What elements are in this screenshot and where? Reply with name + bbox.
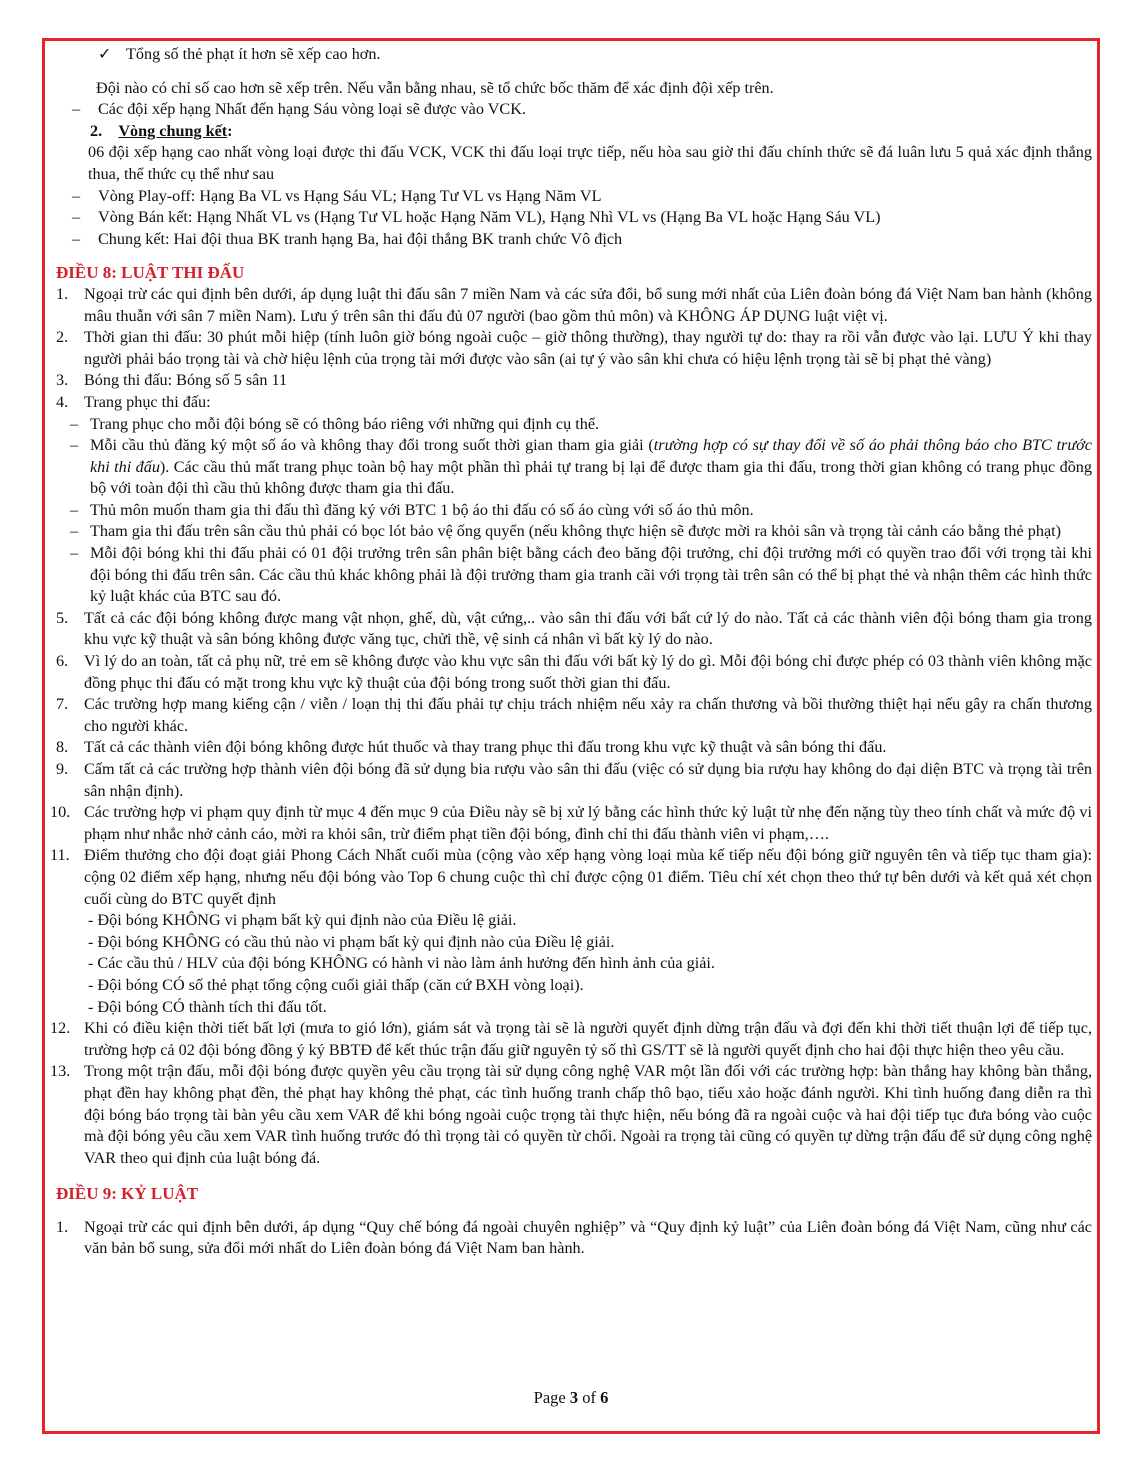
list-item: 1. Ngoại trừ các qui định bên dưới, áp dụng luật thi đấu sân 7 miền Nam và các sửa đổi, bổ sung mới nhất của Liên đoàn bóng đá Việt Nam ban hành (không mâu thuẫn với sân 7 miền Nam). Lưu ý trên sân thi đấu đủ 07 người (bao gồm thủ môn) và KHÔNG ÁP DỤNG luật việt vị.: [56, 284, 1092, 325]
document-body: [50, 44, 1092, 1260]
list-item: 1. Ngoại trừ các qui định bên dưới, áp dụng “Quy chế bóng đá ngoài chuyên nghiệp” và “Quy định kỷ luật” của Liên đoàn bóng đá Việt Nam, cũng như các văn bản bổ sung, sửa đổi mới nhất do Liên đoàn bóng đá Việt Nam ban hành.: [56, 1217, 1092, 1258]
dash-item: – Các đội xếp hạng Nhất đến hạng Sáu vòng loại sẽ được vào VCK.: [72, 100, 526, 119]
page-footer: Page 3 of 6: [533, 1388, 609, 1407]
final-round-desc: 06 đội xếp hạng cao nhất vòng loại được thi đấu VCK, VCK thi đấu loại trực tiếp, nếu hòa sau giờ thi đấu chính thức sẽ đá luân lưu 5 quả xác định thắng thua, thể thức cụ thể như sau: [88, 143, 1092, 183]
list-item: 8. Tất cả các thành viên đội bóng không được hút thuốc và thay trang phục thi đấu trong khu vực kỹ thuật và sân bóng thi đấu.: [56, 738, 887, 757]
list-item: 11. Điểm thưởng cho đội đoạt giải Phong Cách Nhất cuối mùa (cộng vào xếp hạng vòng loại mùa kế tiếp nếu đội bóng giữ nguyên tên và tiếp tục tham gia): cộng 02 điểm xếp hạng, nhưng nếu đội bóng vào Top 6 chung cuộc thì chỉ được cộng 01 điểm. Tiêu chí xét chọn theo thứ tự bên dưới và kết quả xét chọn cuối cùng do BTC quyết định: [50, 846, 1092, 908]
list-item: 10. Các trường hợp vi phạm quy định từ mục 4 đến mục 9 của Điều này sẽ bị xử lý bằng các hình thức kỷ luật từ nhẹ đến nặng tùy theo tính chất và mức độ vi phạm như nhắc nhở cảnh cáo, mời ra khỏi sân, trừ điểm phạt tiền đội bóng, đình chỉ thi đấu thành viên vi phạm,….: [50, 803, 1092, 843]
tie-note: Đội nào có chỉ số cao hơn sẽ xếp trên. Nếu vẫn bằng nhau, sẽ tổ chức bốc thăm để xác định đội xếp trên.: [96, 78, 774, 97]
list-item: 3. Bóng thi đấu: Bóng số 5 sân 11: [56, 371, 288, 390]
list-item: 7. Các trường hợp mang kiếng cận / viễn / loạn thị thi đấu phải tự chịu trách nhiệm nếu xảy ra chấn thương và bồi thường thiệt hại nếu gây ra chấn thương cho người khác.: [56, 695, 1092, 735]
sub-item: – Trang phục cho mỗi đội bóng sẽ có thông báo riêng với những qui định cụ thể.: [70, 414, 600, 433]
list-item: 6. Vì lý do an toàn, tất cả phụ nữ, trẻ em sẽ không được vào khu vực sân thi đấu với bất kỳ lý do gì. Mỗi đội bóng chỉ được phép có 03 thành viên không mặc đồng phục thi đấu có mặt trong khu vực kỹ thuật của đội bóng trong suốt thời gian thi đấu.: [56, 652, 1092, 692]
round-item: – Chung kết: Hai đội thua BK tranh hạng Ba, hai đội thắng BK tranh chức Vô địch: [72, 229, 623, 248]
criteria-item: - Đội bóng KHÔNG vi phạm bất kỳ qui định nào của Điều lệ giải.: [88, 911, 517, 930]
round-item: – Vòng Play-off: Hạng Ba VL vs Hạng Sáu VL; Hạng Tư VL vs Hạng Năm VL: [72, 186, 602, 205]
criteria-item: - Đội bóng CÓ số thẻ phạt tổng cộng cuối giải thấp (căn cứ BXH vòng loại).: [88, 975, 584, 994]
criteria-item: - Đội bóng KHÔNG có cầu thủ nào vi phạm bất kỳ qui định nào của Điều lệ giải.: [88, 932, 615, 951]
checkmark-icon: ✓: [98, 45, 112, 63]
list-item: 12. Khi có điều kiện thời tiết bất lợi (mưa to gió lớn), giám sát và trọng tài sẽ là người quyết định dừng trận đấu và đợi đến khi thời tiết thuận lợi để tiếp tục, trường hợp cả 02 đội bóng đồng ý ký BBTĐ để kết thúc trận đấu giữ nguyên tỷ số thì GS/TT sẽ là người quyết định cho hai đội thực hiện theo yêu cầu.: [50, 1019, 1092, 1059]
list-item: 4. Trang phục thi đấu:: [56, 392, 211, 411]
sub-item: – Mỗi cầu thủ đăng ký một số áo và không thay đổi trong suốt thời gian tham gia giải (trường hợp có sự thay đổi về số áo phải thông báo cho BTC trước khi thi đấu). Các cầu thủ mất trang phục toàn bộ hay một phần thì phải tự trang bị lại để được tham gia thi đấu, trong thời gian không có trang phục đồng bộ với toàn đội thì cầu thủ không được tham gia thi đấu.: [70, 436, 1092, 498]
article-8-heading: ĐIỀU 8: LUẬT THI ĐẤU: [56, 263, 245, 283]
criteria-item: - Đội bóng CÓ thành tích thi đấu tốt.: [88, 997, 327, 1016]
round-item: – Vòng Bán kết: Hạng Nhất VL vs (Hạng Tư VL hoặc Hạng Năm VL), Hạng Nhì VL vs (Hạng Ba VL hoặc Hạng Sáu VL): [72, 208, 881, 227]
sub-item: – Thủ môn muốn tham gia thi đấu thì đăng ký với BTC 1 bộ áo thi đấu có số áo cùng với số áo thủ môn.: [70, 500, 754, 519]
list-item: 5. Tất cả các đội bóng không được mang vật nhọn, ghế, dù, vật cứng,.. vào sân thi đấu với bất cứ lý do nào. Tất cả các thành viên đội bóng tham gia trong khu vực kỹ thuật và sân bóng không được văng tục, chửi thề, vệ sinh cá nhân vì bất kỳ lý do nào.: [56, 608, 1092, 649]
check-item: ✓ Tổng số thẻ phạt ít hơn sẽ xếp cao hơn.: [56, 44, 1092, 66]
article-9-heading: ĐIỀU 9: KỶ LUẬT: [56, 1184, 199, 1204]
final-round-heading: 2. Vòng chung kết:: [90, 121, 233, 140]
list-item: 2. Thời gian thi đấu: 30 phút mỗi hiệp (tính luôn giờ bóng ngoài cuộc – giờ thông thường), thay người tự do: thay ra rồi vẫn được vào lại. LƯU Ý khi thay người phải báo trọng tài và chờ hiệu lệnh của trọng tài mới được vào sân (ai tự ý vào sân khi chưa có hiệu lệnh trọng tài sẽ bị phạt thẻ vàng): [56, 328, 1092, 368]
criteria-item: - Các cầu thủ / HLV của đội bóng KHÔNG có hành vi nào làm ảnh hưởng đến hình ảnh của giải.: [88, 954, 715, 973]
list-item: 13. Trong một trận đấu, mỗi đội bóng được quyền yêu cầu trọng tài sử dụng công nghệ VAR một lần đối với các trường hợp: bàn thắng hay không bàn thắng, phạt đền hay không phạt đền, thẻ phạt hay không thẻ phạt, các tình huống tranh chấp thô bạo, tiểu xảo hoặc đánh người. Khi tình huống đang diễn ra thì đội bóng báo trọng tài bàn yêu cầu xem VAR để khi bóng ngoài cuộc trọng tài thực hiện, nếu bóng đã ra ngoài cuộc và hai đội tiếp tục đưa bóng vào cuộc mà đội bóng yêu cầu xem VAR tình huống trước đó thì trọng tài có quyền từ chối. Ngoài ra trọng tài cũng có quyền tự dừng trận đấu để sử dụng công nghệ VAR theo qui định của luật bóng đá.: [50, 1062, 1092, 1167]
sub-item: – Tham gia thi đấu trên sân cầu thủ phải có bọc lót bảo vệ ống quyển (nếu không thực hiện sẽ được mời ra khỏi sân và trọng tài cảnh cáo bằng thẻ phạt): [70, 522, 1062, 541]
list-item: 9. Cấm tất cả các trường hợp thành viên đội bóng đã sử dụng bia rượu vào sân thi đấu (việc có sử dụng bia rượu hay không do đại diện BTC và trọng tài trên sân nhận định).: [56, 760, 1092, 800]
sub-item: – Mỗi đội bóng khi thi đấu phải có 01 đội trưởng trên sân phân biệt bằng cách đeo băng đội trưởng, chỉ đội trưởng mới có quyền trao đổi với trọng tài khi đội bóng thi đấu trên sân. Các cầu thủ khác không phải là đội trưởng tham gia tranh cãi với trọng tài trên sân có thể bị phạt thẻ và nhận thêm các hình thức kỷ luật khác của BTC sau đó.: [70, 544, 1092, 606]
